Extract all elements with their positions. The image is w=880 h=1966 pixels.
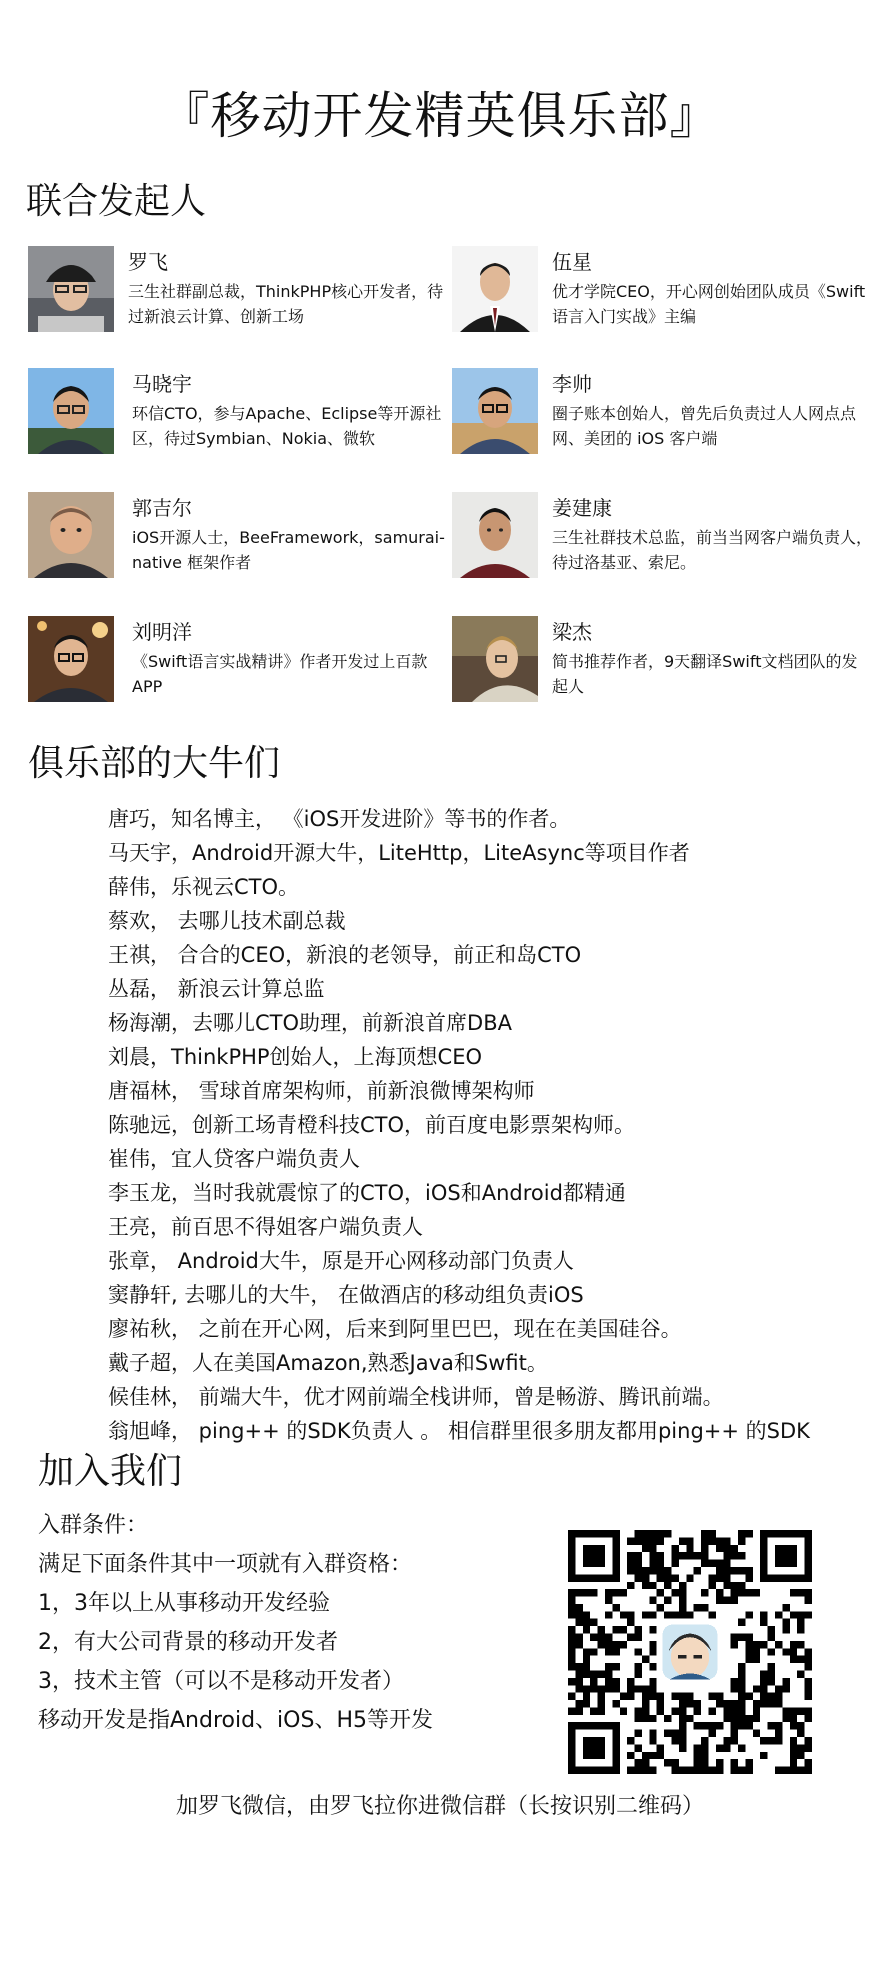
list-item: 陈驰远，创新工场青橙科技CTO，前百度电影票架构师。	[108, 1113, 636, 1137]
founder-name: 马晓宇	[132, 372, 192, 396]
experts-list	[108, 802, 868, 1448]
founder-name: 刘明洋	[132, 620, 192, 644]
founder-description: 圈子账本创始人，曾先后负责过人人网点点网、美团的 iOS 客户端	[552, 404, 857, 448]
list-item: 唐福林， 雪球首席架构师，前新浪微博架构师	[108, 1079, 535, 1103]
founder-description: iOS开源人士，BeeFramework，samurai-native 框架作者	[132, 528, 445, 572]
condition-line: 3，技术主管（可以不是移动开发者）	[38, 1669, 404, 1694]
portrait-glasses-outdoor-icon	[452, 368, 538, 454]
list-item: 李玉龙，当时我就震惊了的CTO，iOS和Android都精通	[108, 1181, 626, 1205]
list-item: 廖祐秋， 之前在开心网，后来到阿里巴巴，现在在美国硅谷。	[108, 1317, 682, 1341]
list-item: 翁旭峰， ping++ 的SDK负责人 。 相信群里很多朋友都用ping++ 的SDK	[108, 1419, 810, 1443]
founder-description: 优才学院CEO，开心网创始团队成员《Swift语言入门实战》主编	[552, 282, 866, 326]
portrait-plain-icon	[452, 492, 538, 578]
founder-name: 郭吉尔	[132, 496, 192, 520]
list-item: 马天宇，Android开源大牛，LiteHttp，LiteAsync等项目作者	[108, 841, 690, 865]
list-item: 崔伟，宜人贷客户端负责人	[108, 1147, 360, 1171]
portrait-shaved-icon	[28, 492, 114, 578]
founder-description: 三生社群副总裁，ThinkPHP核心开发者，待过新浪云计算、创新工场	[128, 282, 444, 326]
portrait-glasses-indoor-icon	[28, 616, 114, 702]
join-heading: 加入我们	[38, 1451, 183, 1492]
condition-line: 移动开发是指Android、iOS、H5等开发	[38, 1708, 433, 1733]
founder-card	[452, 246, 872, 336]
list-item: 戴子超，人在美国Amazon,熟悉Java和Swfit。	[108, 1351, 548, 1375]
founder-card	[28, 368, 448, 458]
list-item: 丛磊， 新浪云计算总监	[108, 977, 325, 1001]
founder-card	[28, 246, 448, 336]
founder-card	[452, 616, 872, 706]
list-item: 王祺， 合合的CEO，新浪的老领导，前正和岛CTO	[108, 943, 582, 967]
founder-name: 罗飞	[128, 250, 168, 274]
join-conditions	[38, 1506, 538, 1740]
founder-description: 三生社群技术总监，前当当网客户端负责人，待过洛基亚、索尼。	[552, 528, 873, 572]
list-item: 唐巧，知名博主， 《iOS开发进阶》等书的作者。	[108, 807, 571, 831]
condition-line: 1，3年以上从事移动开发经验	[38, 1591, 330, 1616]
founder-description: 《Swift语言实战精讲》作者开发过上百款APP	[132, 652, 428, 696]
founder-name: 伍星	[552, 250, 592, 274]
founders-heading: 联合发起人	[26, 181, 207, 222]
list-item: 刘晨，ThinkPHP创始人，上海顶想CEO	[108, 1045, 483, 1069]
condition-line: 入群条件：	[38, 1513, 149, 1538]
founder-name: 梁杰	[552, 620, 592, 644]
list-item: 蔡欢， 去哪儿技术副总裁	[108, 909, 346, 933]
qr-caption: 加罗飞微信，由罗飞拉你进微信群（长按识别二维码）	[175, 1794, 704, 1819]
experts-heading: 俱乐部的大牛们	[28, 743, 281, 784]
list-item: 候佳林， 前端大牛，优才网前端全栈讲师，曾是畅游、腾讯前端。	[108, 1385, 724, 1409]
wechat-qr-code-icon[interactable]	[568, 1530, 812, 1774]
list-item: 窦静轩, 去哪儿的大牛， 在做酒店的移动组负责iOS	[108, 1283, 584, 1307]
condition-line: 满足下面条件其中一项就有入群资格：	[38, 1552, 413, 1577]
founder-name: 姜建康	[552, 496, 612, 520]
list-item: 王亮，前百思不得姐客户端负责人	[108, 1215, 423, 1239]
founder-card	[452, 368, 872, 458]
founder-description: 环信CTO，参与Apache、Eclipse等开源社区，待过Symbian、Nokia、微软	[132, 404, 442, 448]
portrait-glasses-sky-icon	[28, 368, 114, 454]
founder-card	[28, 492, 448, 582]
founder-card	[452, 492, 872, 582]
founder-description: 简书推荐作者，9天翻译Swift文档团队的发起人	[552, 652, 858, 696]
portrait-side-icon	[452, 616, 538, 702]
portrait-with-cap-icon	[28, 246, 114, 332]
list-item: 杨海潮，去哪儿CTO助理，前新浪首席DBA	[108, 1011, 512, 1035]
list-item: 薛伟，乐视云CTO。	[108, 875, 300, 899]
founder-name: 李帅	[552, 372, 592, 396]
portrait-suit-icon	[452, 246, 538, 332]
condition-line: 2，有大公司背景的移动开发者	[38, 1630, 338, 1655]
page-title: 『移动开发精英俱乐部』	[159, 87, 721, 145]
founder-card	[28, 616, 448, 706]
list-item: 张章， Android大牛，原是开心网移动部门负责人	[108, 1249, 574, 1273]
